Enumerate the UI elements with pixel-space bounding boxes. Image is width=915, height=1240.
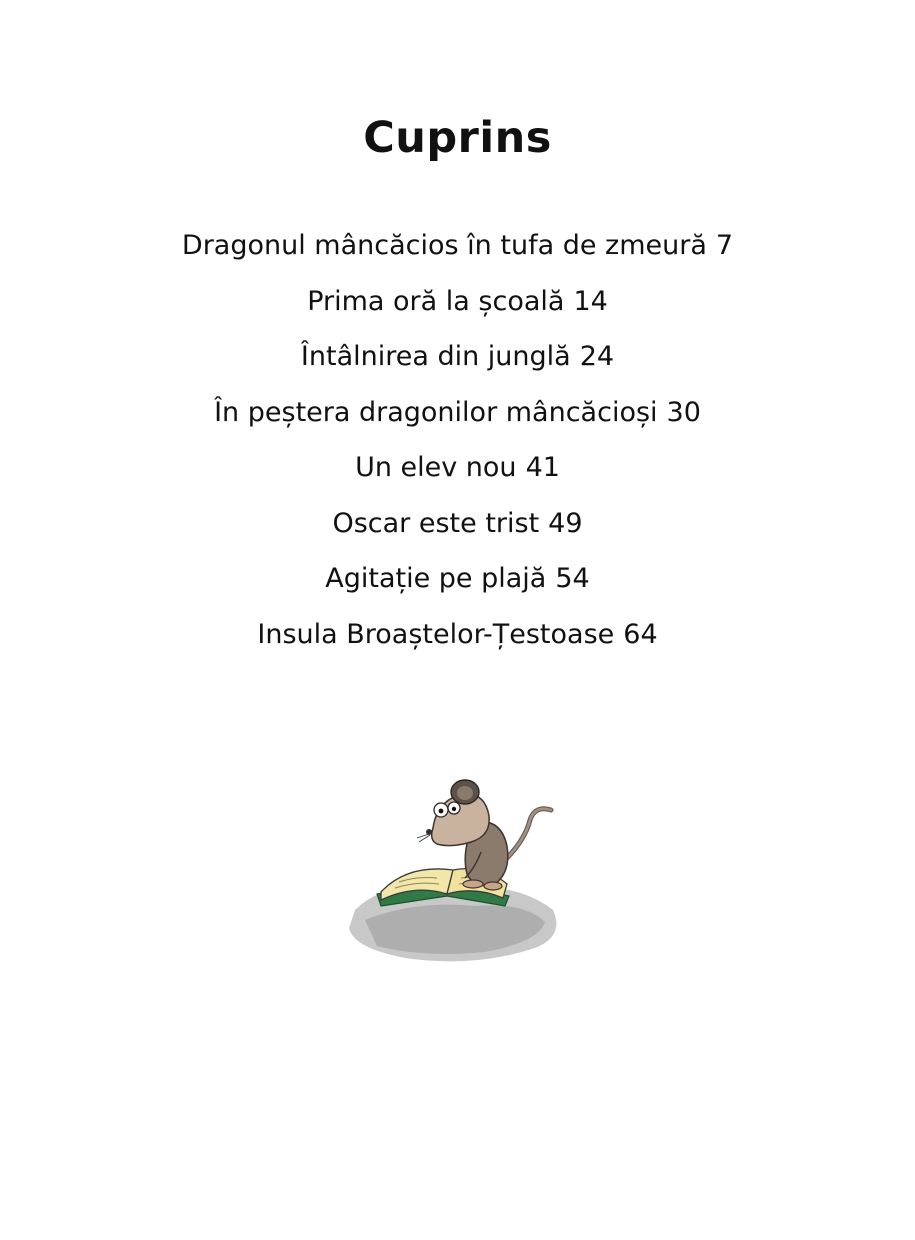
toc-entry-title: Dragonul mâncăcios în tufa de zmeură [181,230,707,261]
toc-entry-title: Prima oră la școală [307,285,565,317]
toc-entry-title: Întâlnirea din junglă [300,341,571,372]
toc-entry [0,551,915,607]
toc-entry [0,607,915,663]
mouse-reading-book-icon [325,760,595,990]
toc-entry-page: 54 [555,563,590,594]
table-of-contents [0,218,915,662]
toc-entry [0,385,915,441]
toc-entry [0,218,915,274]
toc-entry [0,496,915,552]
toc-entry-title: Insula Broaștelor-Țestoase [257,618,615,650]
page-title: Cuprins [363,113,552,163]
toc-entry-page: 64 [623,618,658,650]
toc-entry-page: 30 [666,396,701,428]
toc-entry [0,440,915,496]
toc-entry [0,274,915,330]
toc-entry [0,329,915,385]
toc-entry-title: Oscar este trist [332,507,540,539]
toc-entry-title: Agitație pe plajă [325,563,547,594]
toc-entry-page: 14 [573,285,608,317]
toc-entry-page: 24 [579,341,615,372]
toc-entry-title: Un elev nou [355,452,517,483]
toc-entry-page: 7 [715,230,734,261]
toc-entry-page: 49 [548,507,583,539]
toc-entry-title: În peștera dragonilor mâncăcioși [214,396,658,428]
toc-entry-page: 41 [525,452,560,483]
